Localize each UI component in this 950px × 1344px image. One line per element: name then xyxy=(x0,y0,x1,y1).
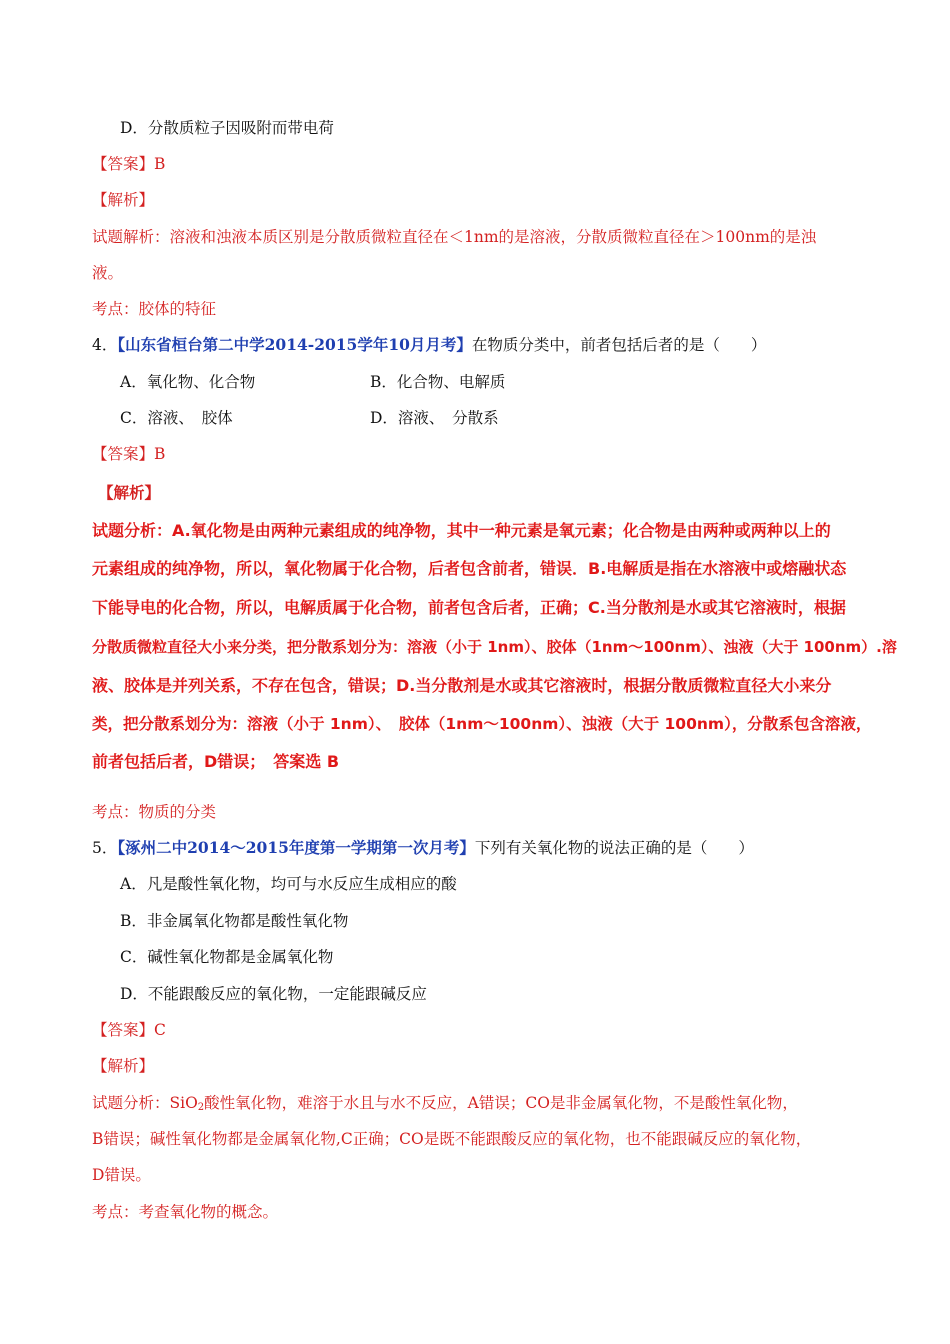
q4-option-d: D．溶液、 分散系 xyxy=(370,409,499,427)
q4-analysis-block xyxy=(92,520,897,771)
q5-source: 【涿州二中2014～2015年度第一学期第一次月考】 xyxy=(117,838,475,857)
q4-source: 【山东省桓台第二中学2014-2015学年10月月考】 xyxy=(117,335,472,354)
q4-header xyxy=(92,335,766,355)
q4-analysis-line-5: 液、胶体是并列关系，不存在包含，错误；D.当分散剂是水或其它溶液时，根据分散质微粒直径大小来分 xyxy=(92,676,832,695)
q5-option-d: D．不能跟酸反应的氧化物，一定能跟碱反应 xyxy=(120,985,427,1003)
q4-analysis-line-2: 元素组成的纯净物，所以，氧化物属于化合物，后者包含前者，错误．B.电解质是指在水溶液中或熔融状态 xyxy=(92,559,847,578)
q3-analysis-line-2: 液。 xyxy=(92,264,124,282)
q5-analysis-line-3: D错误。 xyxy=(92,1166,151,1184)
q3-knowledge-point: 考点：胶体的特征 xyxy=(92,300,217,318)
q4-option-b: B．化合物、电解质 xyxy=(370,373,506,391)
q3-answer: 【答案】B xyxy=(92,155,166,173)
q4-option-c: C．溶液、 胶体 xyxy=(120,409,233,427)
q5-answer: 【答案】C xyxy=(92,1021,166,1039)
q4-analysis-line-7: 前者包括后者，D错误； 答案选 B xyxy=(92,752,340,771)
q5-analysis-line-2: B错误；碱性氧化物都是金属氧化物,C正确；CO是既不能跟酸反应的氧化物，也不能跟碱反应的氧化物， xyxy=(92,1130,812,1148)
q5-knowledge-point: 考点：考查氧化物的概念。 xyxy=(92,1203,279,1221)
q4-option-a: A．氧化物、化合物 xyxy=(120,373,256,391)
q3-analysis-label: 【解析】 xyxy=(92,191,155,209)
q5-stem: 下列有关氧化物的说法正确的是（ ） xyxy=(474,839,754,857)
q4-answer: 【答案】B xyxy=(92,445,166,463)
q5-analysis-line-1-suffix: 酸性氧化物，难溶于水且与水不反应，A错误；CO是非金属氧化物，不是酸性氧化物， xyxy=(204,1094,798,1112)
q4-number: 4． xyxy=(92,336,118,354)
q5-option-b: B．非金属氧化物都是酸性氧化物 xyxy=(120,912,349,930)
q4-analysis-line-4: 分散质微粒直径大小来分类，把分散系划分为：溶液（小于 1nm）、胶体（1nm～100nm）、浊液（大于 100nm）.溶 xyxy=(92,638,897,656)
q3-analysis-line-1: 试题解析：溶液和浊液本质区别是分散质微粒直径在＜1nm的是溶液，分散质微粒直径在＞100nm的是浊 xyxy=(92,228,817,246)
q4-analysis-line-6: 类，把分散系划分为：溶液（小于 1nm）、 胶体（1nm～100nm）、浊液（大于 100nm），分散系包含溶液， xyxy=(92,715,872,733)
q3-option-d: D．分散质粒子因吸附而带电荷 xyxy=(120,119,334,137)
q5-analysis-line-1-prefix: 试题分析：SiO xyxy=(92,1094,198,1112)
q5-header xyxy=(92,838,754,858)
q4-stem: 在物质分类中，前者包括后者的是（ ） xyxy=(471,336,767,354)
q4-analysis-line-1: 试题分析：A.氧化物是由两种元素组成的纯净物，其中一种元素是氧元素；化合物是由两种或两种以上的 xyxy=(92,521,831,540)
q5-number: 5． xyxy=(92,839,118,857)
q5-option-a: A．凡是酸性氧化物，均可与水反应生成相应的酸 xyxy=(120,875,457,893)
q5-analysis-subscript: 2 xyxy=(197,1102,205,1113)
q4-analysis-line-3: 下能导电的化合物，所以，电解质属于化合物，前者包含后者，正确；C.当分散剂是水或其它溶液时，根据 xyxy=(92,598,846,617)
q4-knowledge-point: 考点：物质的分类 xyxy=(92,803,217,821)
q5-option-c: C．碱性氧化物都是金属氧化物 xyxy=(120,948,334,966)
q5-analysis-label: 【解析】 xyxy=(92,1057,155,1075)
q5-analysis-line-1 xyxy=(92,1093,798,1118)
q4-analysis-label: 【解析】 xyxy=(98,483,161,502)
